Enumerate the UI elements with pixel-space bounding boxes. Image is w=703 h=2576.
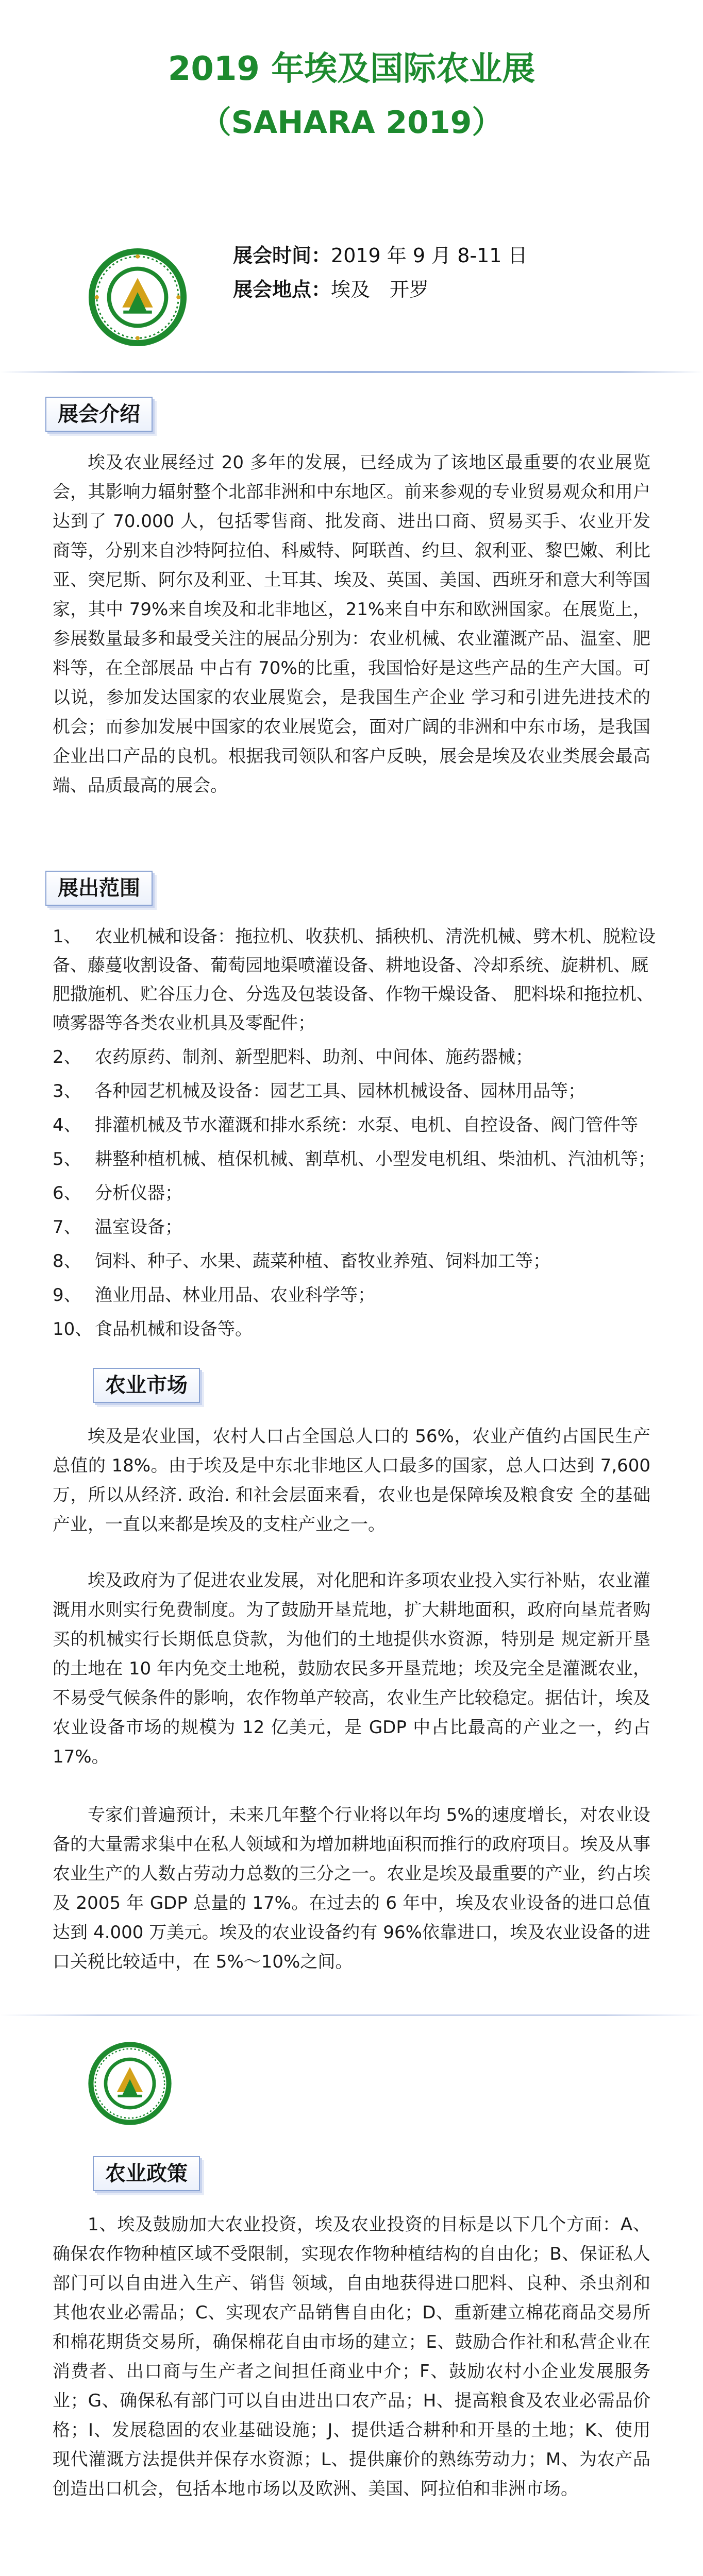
expo-place-label: 展会地点： — [233, 278, 331, 301]
expo-time-value: 2019 年 9 月 8-11 日 — [331, 244, 528, 267]
list-item: 4、 排灌机械及节水灌溉和排水系统：水泵、电机、自控设备、阀门管件等 — [53, 1115, 638, 1136]
expo-logo-icon — [87, 246, 189, 348]
expo-place — [233, 276, 429, 303]
market-paragraph-3: 专家们普遍预计，未来几年整个行业将以年均 5%的速度增长，对农业设备的大量需求集中在私人领域和为增加耕地面积而推行的政府项目。埃及从事农业生产的人数占劳动力总数的三分之一。农业是埃及最重要的产业，约占埃及 2005 年 GDP 总量的 17%。在过去的 6 年中，埃及农业设备的进口总值达到 4.000 万美元。埃及的农业设备约有 96%依靠进口，埃及农业设备的进口关税比较适中，在 5%～10%之间。 — [53, 1805, 650, 1972]
section-divider — [0, 2014, 703, 2016]
expo-time-label: 展会时间： — [233, 244, 331, 267]
intro-paragraph: 埃及农业展经过 20 多年的发展，已经成为了该地区最重要的农业展览会，其影响力辐射整个北部非洲和中东地区。前来参观的专业贸易观众和用户达到了 70.000 人，包括零售商、批发商、进出口商、贸易买手、农业开发商等，分别来自沙特阿拉伯、科威特、阿联酋、约旦、叙利亚、黎巴嫩、利比亚、突尼斯、阿尔及利亚、土耳其、埃及、英国、美国、西班牙和意大利等国家，其中 79%来自埃及和北非地区，21%来自中东和欧洲国家。在展览上，参展数量最多和最受关注的展品分别为：农业机械、农业灌溉产品、温室、肥料等，在全部展品 中占有 70%的比重，我国恰好是这些产品的生产大国。可以说，参加发达国家的农业展览会，是我国生产企业 学习和引进先进技术的机会；而参加发展中国家的农业展览会，面对广阔的非洲和中东市场，是我国企业出口产品的良机。根据我司领队和客户反映，展会是埃及农业类展会最高端、品质最高的展会。 — [53, 452, 650, 796]
section-heading-scope: 展出范围 — [45, 871, 153, 906]
market-paragraph-1: 埃及是农业国，农村人口占全国总人口的 56%，农业产值约占国民生产总值的 18%。由于埃及是中东北非地区人口最多的国家，总人口达到 7,600万，所以从经济. 政治. 和社会层面来看，农业也是保障埃及粮食安 全的基础产业，一直以来都是埃及的支柱产业之一。 — [53, 1426, 650, 1535]
list-item: 5、 耕整种植机械、植保机械、割草机、小型发电机组、柴油机、汽油机等； — [53, 1149, 656, 1170]
list-item: 6、 分析仪器； — [53, 1183, 182, 1204]
list-item: 2、 农药原药、制剂、新型肥料、助剂、中间体、施药器械； — [53, 1047, 533, 1067]
scope-list — [53, 922, 661, 1349]
expo-logo-icon — [87, 2040, 173, 2127]
section-heading-policy: 农业政策 — [93, 2156, 200, 2191]
list-item: 10、 食品机械和设备等。 — [53, 1319, 253, 1340]
section-heading-intro: 展会介绍 — [45, 397, 153, 432]
market-paragraph-2: 埃及政府为了促进农业发展，对化肥和许多项农业投入实行补贴，农业灌溉用水则实行免费制度。为了鼓励开垦荒地，扩大耕地面积，政府向垦荒者购买的机械实行长期低息贷款，为他们的土地提供水资源，特别是 规定新开垦的土地在 10 年内免交土地税，鼓励农民多开垦荒地；埃及完全是灌溉农业，不易受气候条件的影响，农作物单产较高，农业生产比较稳定。据估计，埃及农业设备市场的规模为 12 亿美元，是 GDP 中占比最高的产业之一，约占 17%。 — [53, 1570, 650, 1767]
expo-time — [233, 242, 528, 269]
policy-paragraph-1: 1、埃及鼓励加大农业投资，埃及农业投资的目标是以下几个方面：A、确保农作物种植区域不受限制，实现农作物种植结构的自由化；B、保证私人部门可以自由进入生产、销售 领域，自由地获得进口肥料、良种、杀虫剂和其他农业必需品；C、实现农产品销售自由化；D、重新建立棉花商品交易所和棉花期货交易所，确保棉花自由市场的建立；E、鼓励合作社和私营企业在消费者、出口商与生产者之间担任商业中介；F、鼓励农村小企业发展服务业；G、确保私有部门可以自由进出口农产品；H、提高粮食及农业必需品价格；I、发展稳固的农业基础设施；J、提供适合耕种和开垦的土地；K、使用现代灌溉方法提供并保存水资源；L、提供廉价的熟练劳动力；M、为农产品创造出口机会，包括本地市场以及欧洲、美国、阿拉伯和非洲市场。 — [53, 2214, 650, 2499]
list-item: 3、 各种园艺机械及设备：园艺工具、园林机械设备、园林用品等； — [53, 1081, 585, 1101]
expo-logo — [87, 246, 189, 348]
list-item: 1、 农业机械和设备：拖拉机、收获机、插秧机、清洗机械、劈木机、脱粒设备、藤蔓收割设备、葡萄园地渠喷灌设备、耕地设备、冷却系统、旋耕机、厩肥撒施机、贮谷压力仓、分选及包装设备、作物干燥设备、 肥料垛和拖拉机、喷雾器等各类农业机具及零配件； — [53, 926, 656, 1033]
list-item: 8、 饲料、种子、水果、蔬菜种植、畜牧业养殖、饲料加工等； — [53, 1251, 550, 1272]
header-divider — [0, 371, 703, 373]
page-title: 2019 年埃及国际农业展 — [168, 50, 535, 88]
list-item: 9、 渔业用品、林业用品、农业科学等； — [53, 1285, 375, 1306]
expo-place-value: 埃及 开罗 — [331, 278, 429, 301]
expo-logo-secondary — [87, 2040, 173, 2127]
page-subtitle: （SAHARA 2019） — [200, 105, 503, 141]
list-item: 7、 温室设备； — [53, 1217, 182, 1238]
section-heading-market: 农业市场 — [93, 1368, 200, 1403]
